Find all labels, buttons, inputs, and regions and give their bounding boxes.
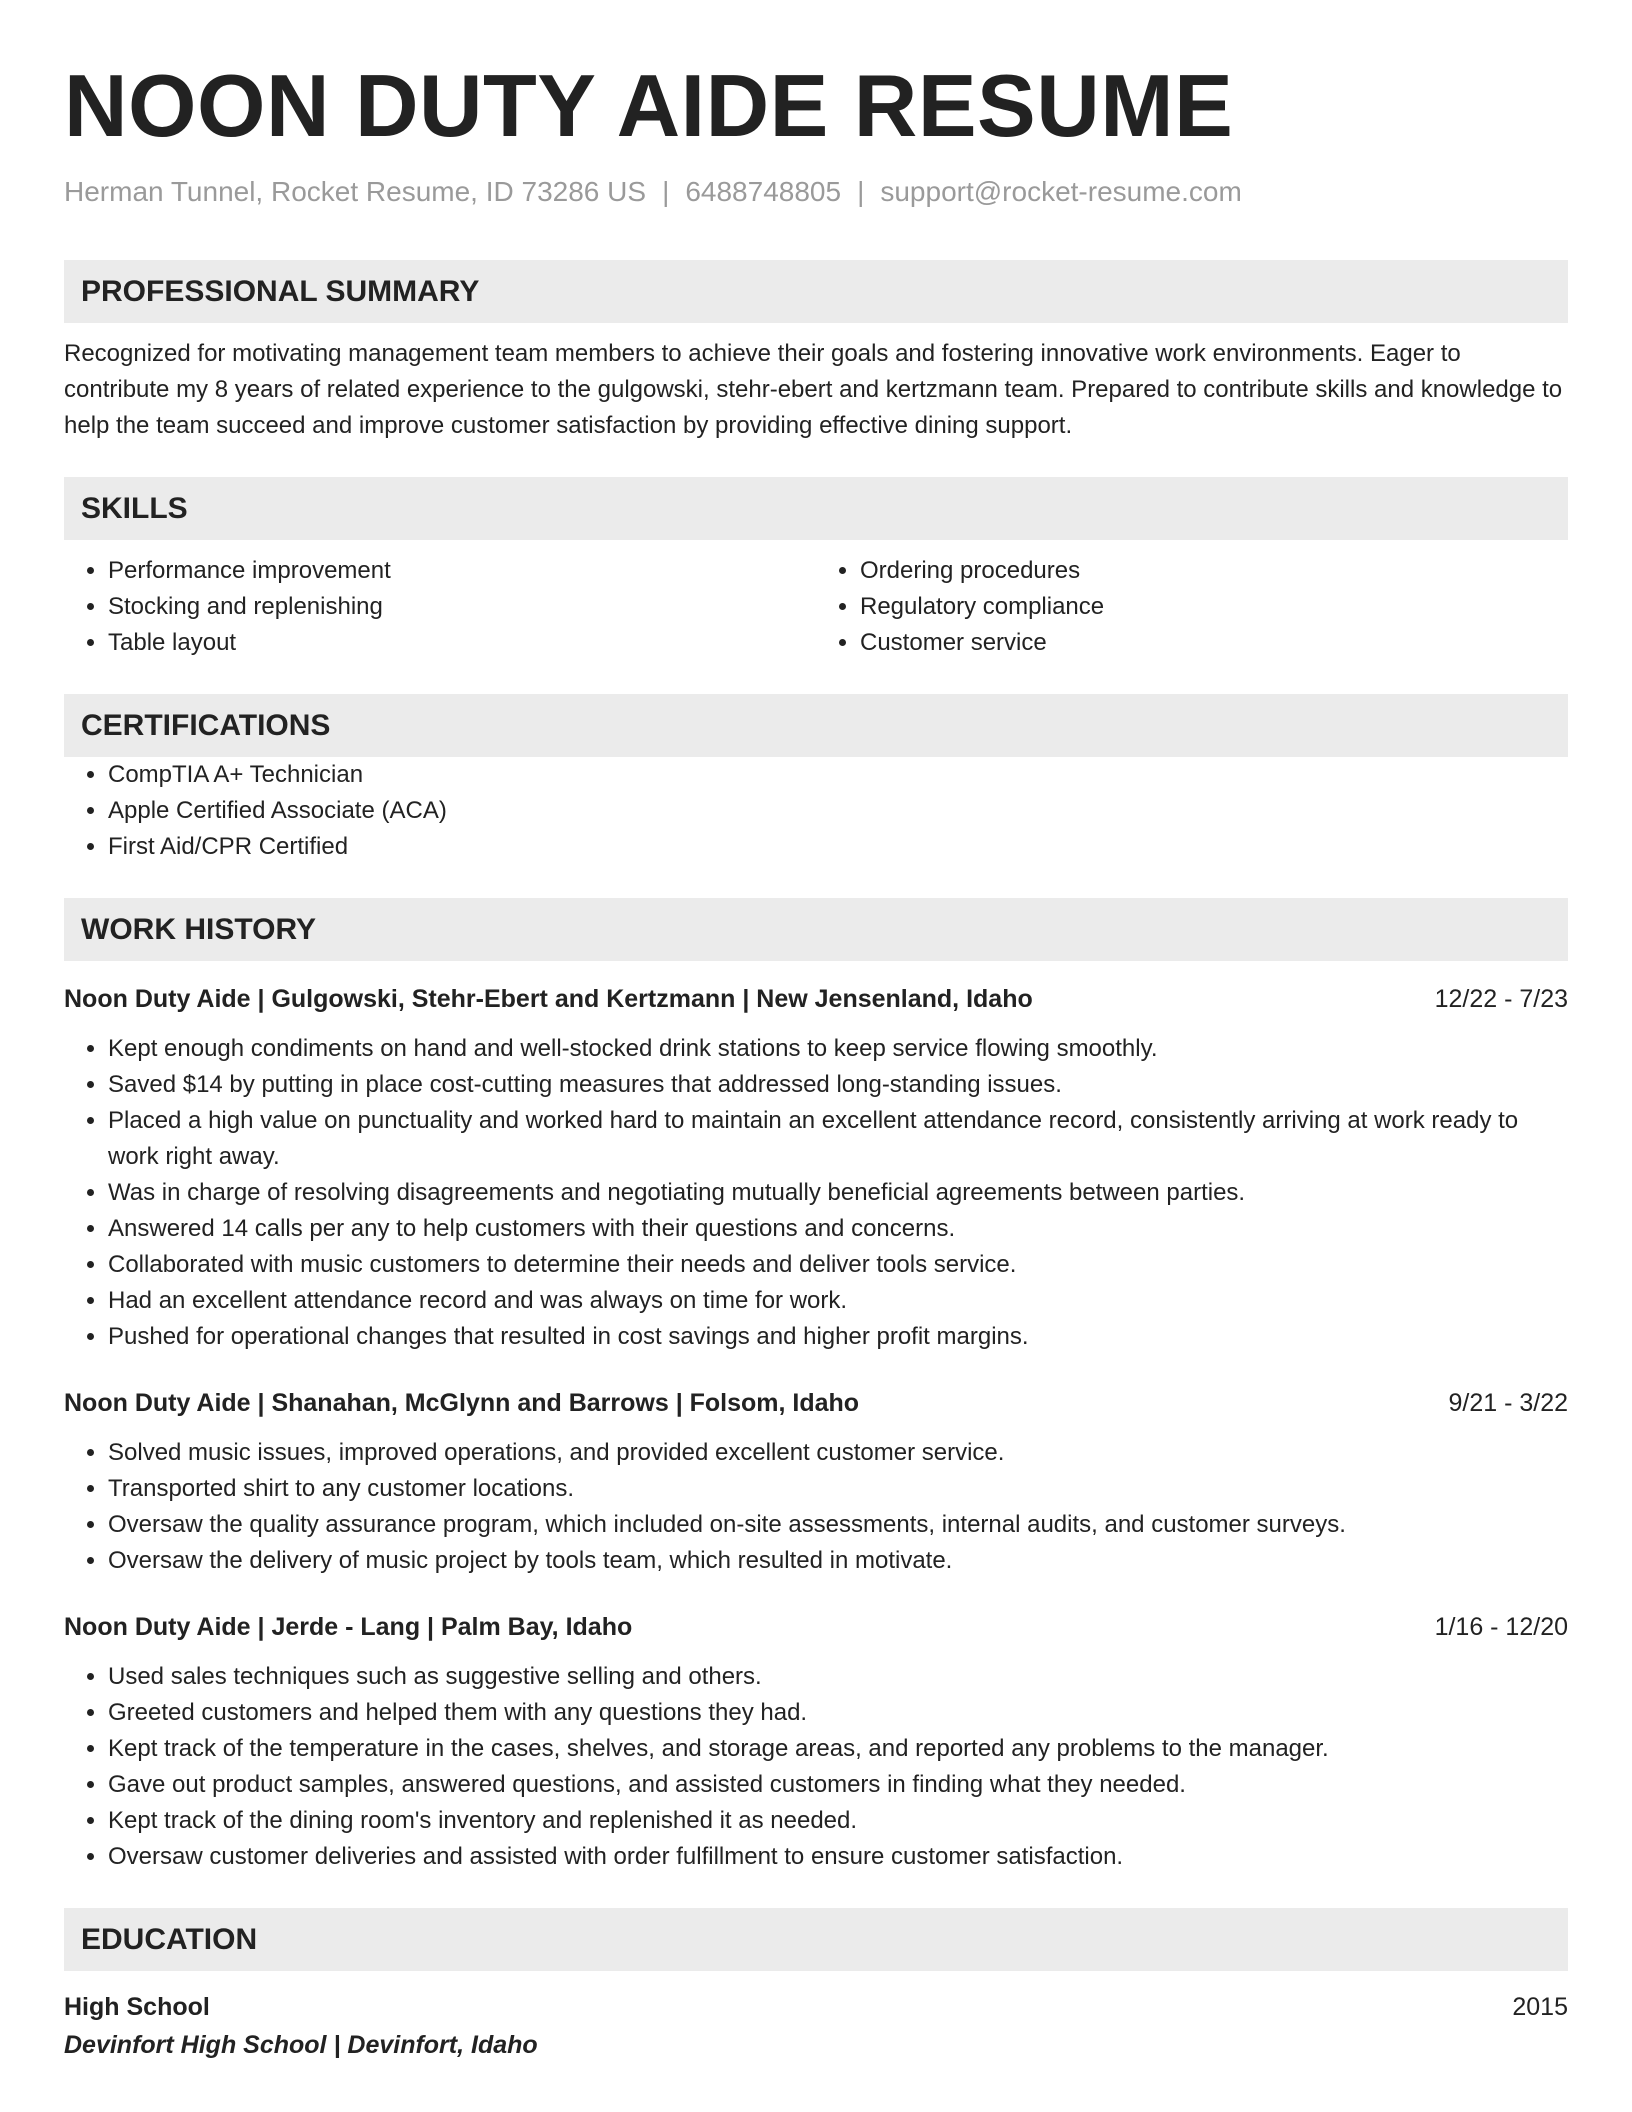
job-header [64, 1609, 1568, 1645]
contact-phone: 6488748805 [685, 176, 842, 207]
job-bullet: • Pushed for operational changes that resulted in cost savings and higher profit margins. [108, 1319, 1568, 1355]
job-bullet: • Used sales techniques such as suggestive selling and others. [108, 1659, 1568, 1695]
job-bullet: • Kept track of the temperature in the cases, shelves, and storage areas, and reported any problems to the manager. [108, 1731, 1568, 1767]
skill-item: • Regulatory compliance [860, 589, 1568, 625]
job-bullets [64, 1659, 1568, 1875]
job-entry [64, 1609, 1568, 1875]
education-year: 2015 [1512, 1993, 1568, 2021]
job-entry [64, 981, 1568, 1355]
job-entry [64, 1385, 1568, 1579]
contact-separator: | [857, 176, 865, 207]
section-heading-education: EDUCATION [64, 1908, 1568, 1971]
job-bullet: • Kept enough condiments on hand and well-stocked drink stations to keep service flowing smoothly. [108, 1031, 1568, 1067]
contact-line [64, 174, 1568, 210]
job-dates: 12/22 - 7/23 [1434, 985, 1568, 1013]
job-bullets [64, 1031, 1568, 1355]
skills-list-left [64, 553, 816, 661]
skill-item: • Performance improvement [108, 553, 816, 589]
section-heading-certifications: CERTIFICATIONS [64, 694, 1568, 757]
job-bullet: • Was in charge of resolving disagreements and negotiating mutually beneficial agreements between parties. [108, 1175, 1568, 1211]
section-heading-work-history: WORK HISTORY [64, 898, 1568, 961]
certification-item: • Apple Certified Associate (ACA) [108, 793, 1568, 829]
job-bullet: • Oversaw the delivery of music project by tools team, which resulted in motivate. [108, 1543, 1568, 1579]
job-bullet: • Solved music issues, improved operations, and provided excellent customer service. [108, 1435, 1568, 1471]
contact-separator: | [662, 176, 670, 207]
education-school: Devinfort High School | Devinfort, Idaho [64, 2031, 538, 2059]
certifications-list [64, 757, 1568, 865]
skill-item: • Ordering procedures [860, 553, 1568, 589]
education-header [64, 1989, 1568, 2025]
certification-item: • CompTIA A+ Technician [108, 757, 1568, 793]
skill-item: • Stocking and replenishing [108, 589, 816, 625]
job-bullet: • Transported shirt to any customer locations. [108, 1471, 1568, 1507]
skills-grid [64, 553, 1568, 661]
job-bullet: • Collaborated with music customers to determine their needs and deliver tools service. [108, 1247, 1568, 1283]
education-degree: High School [64, 1993, 210, 2021]
section-heading-skills: SKILLS [64, 477, 1568, 540]
contact-email: support@rocket-resume.com [880, 176, 1242, 207]
job-bullet: • Gave out product samples, answered questions, and assisted customers in finding what they needed. [108, 1767, 1568, 1803]
job-header [64, 981, 1568, 1017]
summary-text: Recognized for motivating management team members to achieve their goals and fostering innovative work environments. Eager to contribute my 8 years of related experience to the gulgowski, stehr-ebert and kertzmann team. Prepared to contribute skills and knowledge to help the team succeed and improve customer satisfaction by providing effective dining support. [64, 340, 1563, 439]
education-entry [64, 1989, 1568, 2063]
certification-item: • First Aid/CPR Certified [108, 829, 1568, 865]
resume-title: NOON DUTY AIDE RESUME [64, 56, 1234, 155]
skills-list-right [816, 553, 1568, 661]
job-dates: 1/16 - 12/20 [1434, 1613, 1568, 1641]
skill-item: • Customer service [860, 625, 1568, 661]
job-title: Noon Duty Aide | Gulgowski, Stehr-Ebert and Kertzmann | New Jensenland, Idaho [64, 985, 1033, 1013]
job-header [64, 1385, 1568, 1421]
skill-item: • Table layout [108, 625, 816, 661]
job-bullet: • Kept track of the dining room's inventory and replenished it as needed. [108, 1803, 1568, 1839]
job-bullet: • Saved $14 by putting in place cost-cutting measures that addressed long-standing issues. [108, 1067, 1568, 1103]
job-bullet: • Answered 14 calls per any to help customers with their questions and concerns. [108, 1211, 1568, 1247]
job-bullet: • Had an excellent attendance record and was always on time for work. [108, 1283, 1568, 1319]
job-bullet: • Oversaw customer deliveries and assisted with order fulfillment to ensure customer satisfaction. [108, 1839, 1568, 1875]
job-title: Noon Duty Aide | Shanahan, McGlynn and Barrows | Folsom, Idaho [64, 1389, 860, 1417]
job-title: Noon Duty Aide | Jerde - Lang | Palm Bay, Idaho [64, 1613, 633, 1641]
job-bullets [64, 1435, 1568, 1579]
job-bullet: • Oversaw the quality assurance program, which included on-site assessments, internal audits, and customer surveys. [108, 1507, 1568, 1543]
job-bullet: • Placed a high value on punctuality and worked hard to maintain an excellent attendance record, consistently arriving at work ready to work right away. [108, 1103, 1568, 1175]
job-bullet: • Greeted customers and helped them with any questions they had. [108, 1695, 1568, 1731]
job-dates: 9/21 - 3/22 [1448, 1389, 1568, 1417]
contact-address: Herman Tunnel, Rocket Resume, ID 73286 US [64, 176, 647, 207]
section-heading-summary: PROFESSIONAL SUMMARY [64, 260, 1568, 323]
